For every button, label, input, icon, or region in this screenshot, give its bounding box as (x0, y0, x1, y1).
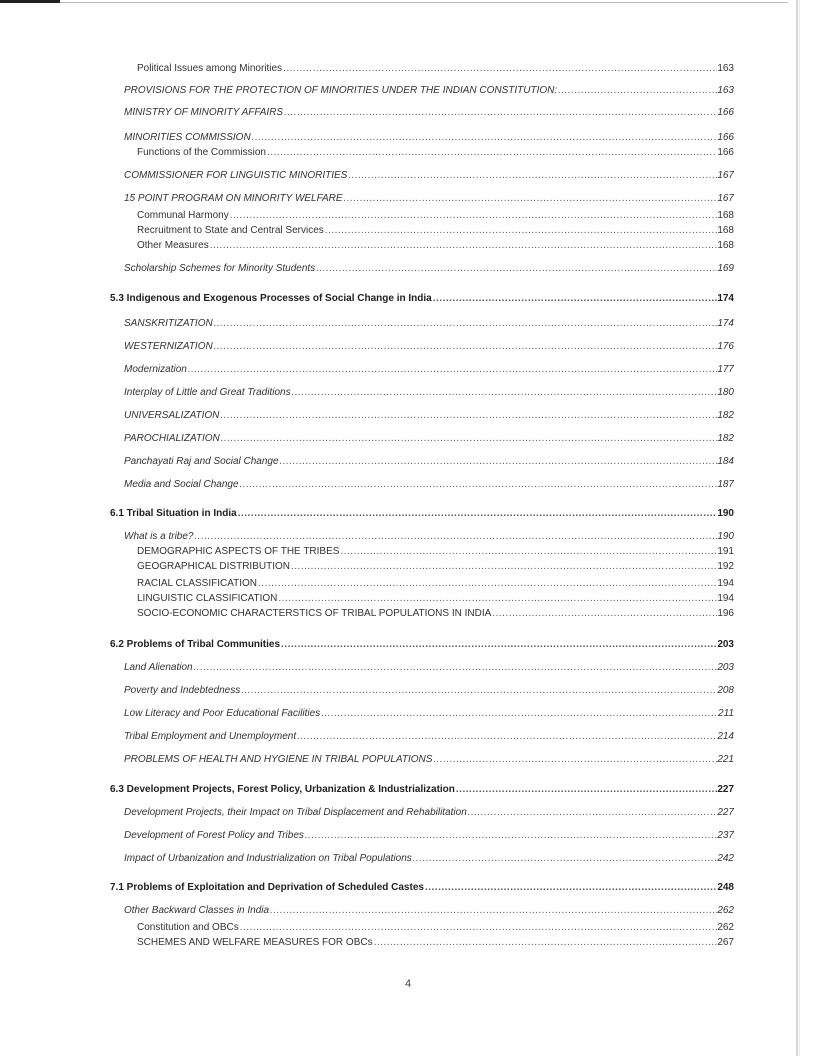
toc-section-entry[interactable] (110, 639, 734, 650)
toc-entry-page: 168 (717, 225, 734, 236)
toc-entry-title: What is a tribe? (124, 531, 194, 542)
toc-entry-page: 196 (717, 608, 734, 619)
toc-entry-title: Impact of Urbanization and Industrialization on Tribal Populations (124, 853, 412, 864)
toc-dot-leader (269, 905, 717, 916)
toc-entry-page: 267 (717, 937, 734, 948)
toc-entry-page: 184 (717, 456, 734, 467)
toc-entry-page: 166 (717, 147, 734, 158)
toc-subsection-entry[interactable] (124, 318, 734, 329)
toc-dot-leader (557, 85, 717, 96)
toc-dot-leader (187, 364, 718, 375)
toc-item-entry[interactable] (137, 240, 734, 251)
toc-entry-title: Land Alienation (124, 662, 193, 673)
toc-section-entry[interactable] (110, 882, 734, 893)
toc-subsection-entry[interactable] (124, 170, 734, 181)
toc-entry-title: 7.1 Problems of Exploitation and Deprivation of Scheduled Castes (110, 882, 424, 893)
toc-subsection-entry[interactable] (124, 364, 734, 375)
toc-entry-page: 168 (717, 210, 734, 221)
toc-entry-page: 177 (717, 364, 734, 375)
toc-dot-leader (209, 240, 718, 251)
toc-dot-leader (424, 882, 717, 893)
toc-dot-leader (283, 107, 717, 118)
toc-entry-page: 203 (717, 662, 734, 673)
toc-dot-leader (251, 132, 718, 143)
toc-subsection-entry[interactable] (124, 830, 734, 841)
toc-entry-page: 167 (717, 170, 734, 181)
toc-entry-page: 248 (717, 882, 734, 893)
toc-entry-title: Communal Harmony (137, 210, 229, 221)
toc-subsection-entry[interactable] (124, 456, 734, 467)
toc-dot-leader (343, 193, 718, 204)
toc-entry-page: 237 (717, 830, 734, 841)
toc-item-entry[interactable] (137, 147, 734, 158)
toc-subsection-entry[interactable] (124, 410, 734, 421)
toc-entry-title: SANSKRITIZATION (124, 318, 213, 329)
toc-item-entry[interactable] (137, 561, 734, 572)
toc-entry-title: Development of Forest Policy and Tribes (124, 830, 304, 841)
toc-dot-leader (193, 662, 718, 673)
toc-entry-title: Poverty and Indebtedness (124, 685, 241, 696)
toc-dot-leader (237, 508, 718, 519)
toc-entry-title: SCHEMES AND WELFARE MEASURES FOR OBCs (137, 937, 373, 948)
toc-entry-page: 180 (717, 387, 734, 398)
toc-dot-leader (213, 318, 718, 329)
toc-section-entry[interactable] (110, 784, 734, 795)
toc-entry-title: PROVISIONS FOR THE PROTECTION OF MINORITIES UNDER THE INDIAN CONSTITUTION: (124, 85, 558, 96)
toc-entry-title: Development Projects, their Impact on Tribal Displacement and Rehabilitation (124, 807, 467, 818)
toc-subsection-entry[interactable] (124, 685, 734, 696)
toc-subsection-entry[interactable] (124, 662, 734, 673)
toc-item-entry[interactable] (137, 210, 734, 221)
toc-entry-page: 169 (717, 263, 734, 274)
toc-entry-page: 163 (717, 85, 734, 96)
toc-dot-leader (432, 754, 717, 765)
toc-dot-leader (239, 479, 718, 490)
toc-subsection-entry[interactable] (124, 341, 734, 352)
toc-entry-page: 262 (717, 905, 734, 916)
toc-entry-page: 211 (718, 708, 734, 719)
toc-entry-page: 187 (717, 479, 734, 490)
toc-dot-leader (304, 830, 717, 841)
toc-entry-title: Constitution and OBCs (137, 922, 239, 933)
toc-entry-page: 208 (717, 685, 734, 696)
toc-dot-leader (240, 685, 717, 696)
toc-entry-page: 203 (717, 639, 734, 650)
toc-item-entry[interactable] (137, 608, 734, 619)
toc-dot-leader (412, 853, 718, 864)
toc-dot-leader (220, 433, 718, 444)
toc-entry-title: SOCIO-ECONOMIC CHARACTERSTICS OF TRIBAL POPULATIONS IN INDIA (137, 608, 492, 619)
toc-item-entry[interactable] (137, 922, 734, 933)
toc-subsection-entry[interactable] (124, 263, 734, 274)
toc-dot-leader (324, 225, 718, 236)
toc-section-entry[interactable] (110, 293, 734, 304)
toc-entry-title: DEMOGRAPHIC ASPECTS OF THE TRIBES (137, 546, 340, 557)
toc-dot-leader (193, 531, 717, 542)
toc-entry-title: UNIVERSALIZATION (124, 410, 220, 421)
toc-dot-leader (373, 937, 718, 948)
toc-entry-page: 190 (717, 508, 734, 519)
toc-dot-leader (290, 561, 717, 572)
toc-dot-leader (291, 387, 718, 398)
toc-subsection-entry[interactable] (124, 708, 734, 719)
toc-item-entry[interactable] (137, 937, 734, 948)
toc-entry-page: 194 (717, 593, 734, 604)
toc-subsection-entry[interactable] (124, 479, 734, 490)
toc-entry-title: COMMISSIONER FOR LINGUISTIC MINORITIES (124, 170, 348, 181)
toc-dot-leader (280, 639, 717, 650)
toc-dot-leader (257, 578, 717, 589)
toc-subsection-entry[interactable] (124, 905, 734, 916)
toc-subsection-entry[interactable] (124, 807, 734, 818)
toc-entry-title: 5.3 Indigenous and Exogenous Processes of Social Change in India (110, 293, 432, 304)
toc-subsection-entry[interactable] (124, 107, 734, 118)
toc-entry-page: 166 (717, 107, 734, 118)
toc-item-entry[interactable] (137, 593, 734, 604)
toc-dot-leader (277, 593, 717, 604)
toc-subsection-entry[interactable] (124, 853, 734, 864)
toc-dot-leader (282, 63, 717, 74)
toc-dot-leader (219, 410, 717, 421)
toc-entry-title: LINGUISTIC CLASSIFICATION (137, 593, 278, 604)
toc-dot-leader (339, 546, 717, 557)
toc-entry-title: Interplay of Little and Great Traditions (124, 387, 291, 398)
toc-entry-title: MINISTRY OF MINORITY AFFAIRS (124, 107, 284, 118)
toc-entry-title: WESTERNIZATION (124, 341, 213, 352)
page-number: 4 (404, 978, 412, 990)
toc-entry-page: 182 (717, 410, 734, 421)
toc-entry-title: RACIAL CLASSIFICATION (137, 578, 258, 589)
toc-entry-page: 168 (717, 240, 734, 251)
toc-entry-title: 15 POINT PROGRAM ON MINORITY WELFARE (124, 193, 343, 204)
toc-subsection-entry[interactable] (124, 132, 734, 143)
toc-entry-title: Functions of the Commission (137, 147, 266, 158)
toc-dot-leader (347, 170, 717, 181)
toc-dot-leader (213, 341, 718, 352)
toc-subsection-entry[interactable] (124, 531, 734, 542)
toc-entry-page: 227 (717, 807, 734, 818)
toc-dot-leader (432, 293, 718, 304)
toc-entry-title: Low Literacy and Poor Educational Facilities (124, 708, 321, 719)
toc-entry-title: Tribal Employment and Unemployment (124, 731, 297, 742)
toc-entry-page: 192 (717, 561, 734, 572)
toc-dot-leader (229, 210, 718, 221)
toc-entry-title: Panchayati Raj and Social Change (124, 456, 279, 467)
toc-subsection-entry[interactable] (124, 754, 734, 765)
toc-entry-title: MINORITIES COMMISSION (124, 132, 251, 143)
toc-entry-page: 190 (717, 531, 734, 542)
toc-section-entry[interactable] (110, 508, 734, 519)
toc-entry-page: 221 (717, 754, 734, 765)
toc-entry-title: PROBLEMS OF HEALTH AND HYGIENE IN TRIBAL POPULATIONS (124, 754, 433, 765)
toc-item-entry[interactable] (137, 63, 734, 74)
toc-subsection-entry[interactable] (124, 387, 734, 398)
toc-dot-leader (491, 608, 717, 619)
toc-dot-leader (239, 922, 718, 933)
toc-entry-title: GEOGRAPHICAL DISTRIBUTION (137, 561, 290, 572)
toc-item-entry[interactable] (137, 578, 734, 589)
toc-entry-page: 242 (717, 853, 734, 864)
toc-entry-page: 176 (717, 341, 734, 352)
toc-subsection-entry[interactable] (124, 85, 734, 96)
toc-entry-page: 262 (717, 922, 734, 933)
toc-entry-title: Other Measures (137, 240, 209, 251)
toc-dot-leader (266, 147, 717, 158)
toc-entry-title: 6.2 Problems of Tribal Communities (110, 639, 281, 650)
toc-entry-title: Media and Social Change (124, 479, 239, 490)
toc-entry-page: 174 (717, 293, 734, 304)
toc-entry-page: 227 (717, 784, 734, 795)
toc-entry-page: 174 (717, 318, 734, 329)
toc-subsection-entry[interactable] (124, 433, 734, 444)
toc-subsection-entry[interactable] (124, 193, 734, 204)
toc-entry-page: 182 (717, 433, 734, 444)
toc-entry-page: 191 (717, 546, 734, 557)
toc-subsection-entry[interactable] (124, 731, 734, 742)
toc-entry-title: Political Issues among Minorities (137, 63, 283, 74)
toc-dot-leader (455, 784, 717, 795)
toc-entry-title: Other Backward Classes in India (124, 905, 270, 916)
toc-entry-page: 166 (717, 132, 734, 143)
toc-dot-leader (296, 731, 717, 742)
toc-item-entry[interactable] (137, 546, 734, 557)
toc-entry-page: 167 (717, 193, 734, 204)
toc-item-entry[interactable] (137, 225, 734, 236)
toc-entry-title: 6.3 Development Projects, Forest Policy, Urbanization & Industrialization (110, 784, 455, 795)
toc-entry-title: Scholarship Schemes for Minority Students (124, 263, 316, 274)
toc-entry-title: Modernization (124, 364, 187, 375)
toc-entry-page: 194 (717, 578, 734, 589)
toc-dot-leader (279, 456, 718, 467)
toc-entry-title: Recruitment to State and Central Services (137, 225, 324, 236)
toc-dot-leader (467, 807, 718, 818)
toc-dot-leader (320, 708, 718, 719)
toc-dot-leader (315, 263, 717, 274)
toc-entry-title: 6.1 Tribal Situation in India (110, 508, 237, 519)
toc-entry-page: 214 (717, 731, 734, 742)
toc-entry-page: 163 (717, 63, 734, 74)
toc-entry-title: PAROCHIALIZATION (124, 433, 220, 444)
